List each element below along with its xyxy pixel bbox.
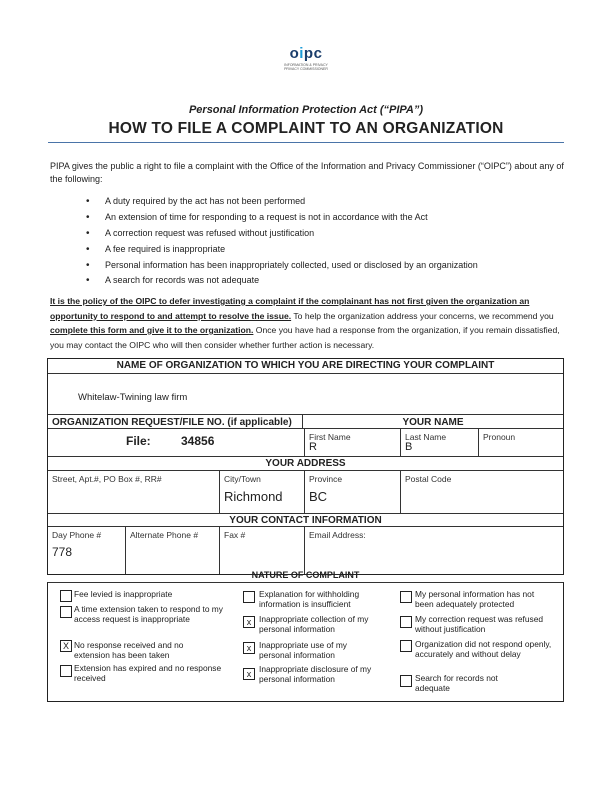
checkbox-explanation-insufficient[interactable] xyxy=(243,591,255,603)
oipc-logo xyxy=(280,46,332,92)
checkbox-label: My correction request was refused without justification xyxy=(415,614,544,635)
checkbox-search-inadequate[interactable] xyxy=(400,675,412,687)
checkbox-label: My personal information has not been adequately protected xyxy=(415,589,535,610)
alt-phone-label: Alternate Phone # xyxy=(130,530,199,540)
checkbox-correction-refused[interactable] xyxy=(400,616,412,628)
org-name-field[interactable]: Whitelaw-Twining law firm xyxy=(78,392,188,403)
checkbox-label: Explanation for withholding information is insufficient xyxy=(259,589,360,610)
contact-header: YOUR CONTACT INFORMATION xyxy=(229,515,382,526)
checkbox-time-extension[interactable] xyxy=(60,606,72,618)
day-phone-label: Day Phone # xyxy=(52,530,102,540)
file-no-header: ORGANIZATION REQUEST/FILE NO. (if applicable) xyxy=(52,417,292,428)
list-item: • Personal information has been inappropriately collected, used or disclosed by an organization xyxy=(86,258,566,274)
checkbox-inappropriate-disclosure[interactable]: x xyxy=(243,668,255,680)
policy-paragraph: It is the policy of the OIPC to defer investigating a complaint if the complainant has not first given the organization an opportunity to respond to and attempt to resolve the issue. To help the organization address your concerns, we recommend you complete this form and give it to the organization. Once you have had a response from the organization, if you remain dissatisfied, you may contact the OIPC who will then consider whether further action is necessary. xyxy=(50,296,560,350)
checkbox-label: A time extension taken to respond to my access request is inappropriate xyxy=(74,604,223,625)
checkbox-label: Extension has expired and no response received xyxy=(74,663,222,684)
checkbox-inappropriate-use[interactable]: x xyxy=(243,642,255,654)
list-item: • A search for records was not adequate xyxy=(86,273,566,289)
title-divider xyxy=(48,142,564,143)
street-label: Street, Apt.#, PO Box #, RR# xyxy=(52,474,162,484)
file-number-field[interactable]: 34856 xyxy=(181,434,215,448)
nature-header: NATURE OF COMPLAINT xyxy=(251,570,360,580)
file-label: File: xyxy=(126,434,151,448)
intro-paragraph: PIPA gives the public a right to file a complaint with the Office of the Information and Privacy Commissioner (“OIPC”) about any of the following: xyxy=(50,161,564,184)
policy-instruction: complete this form and give it to the organization. xyxy=(50,325,254,335)
checkbox-inappropriate-collection[interactable]: x xyxy=(243,616,255,628)
checkbox-label: No response received and no extension has been taken xyxy=(74,640,184,661)
day-phone-field[interactable]: 778 xyxy=(52,545,73,559)
your-name-header: YOUR NAME xyxy=(402,417,464,428)
complaint-form xyxy=(47,358,564,575)
act-subtitle: Personal Information Protection Act (“PIPA”) xyxy=(188,104,424,116)
list-item: • An extension of time for responding to a request is not in accordance with the Act xyxy=(86,210,566,226)
city-label: City/Town xyxy=(224,474,261,484)
checkbox-label: Inappropriate collection of my personal information xyxy=(259,614,369,635)
checkbox-label: Search for records not adequate xyxy=(415,673,498,694)
checkbox-no-response[interactable]: X xyxy=(60,640,72,652)
checkbox-label: Inappropriate disclosure of my personal information xyxy=(259,664,372,685)
last-name-label: Last Name xyxy=(405,432,447,442)
last-name-field[interactable]: B xyxy=(405,441,413,453)
checkbox-fee-levied[interactable] xyxy=(60,590,72,602)
nature-of-complaint-box xyxy=(47,582,564,702)
checkbox-label: Organization did not respond openly, accurately and without delay xyxy=(415,639,552,660)
list-item: • A fee required is inappropriate xyxy=(86,242,566,258)
checkbox-not-protected[interactable] xyxy=(400,591,412,603)
list-item: • A correction request was refused without justification xyxy=(86,226,566,242)
org-section-header: NAME OF ORGANIZATION TO WHICH YOU ARE DIRECTING YOUR COMPLAINT xyxy=(116,360,495,371)
city-field[interactable]: Richmond xyxy=(224,489,283,504)
checkbox-extension-expired[interactable] xyxy=(60,665,72,677)
checkbox-did-not-respond[interactable] xyxy=(400,640,412,652)
list-item: • A duty required by the act has not been performed xyxy=(86,194,566,210)
checkbox-label: Inappropriate use of my personal information xyxy=(259,640,347,661)
province-field[interactable]: BC xyxy=(309,489,328,504)
complaint-grounds-list xyxy=(86,194,566,289)
province-label: Province xyxy=(309,474,343,484)
pronoun-label: Pronoun xyxy=(483,432,516,442)
address-header: YOUR ADDRESS xyxy=(265,458,346,469)
checkbox-label: Fee levied is inappropriate xyxy=(74,589,173,599)
policy-statement: It is the policy of the OIPC to defer investigating a complaint if the complainant has not first given the organization an opportunity to respond to and attempt to resolve the issue. xyxy=(50,296,530,321)
email-label: Email Address: xyxy=(309,530,366,540)
page-title: HOW TO FILE A COMPLAINT TO AN ORGANIZATION xyxy=(108,120,504,137)
first-name-field[interactable]: R xyxy=(309,441,317,453)
postal-code-label: Postal Code xyxy=(405,474,452,484)
logo-subtext: INFORMATION & PRIVACY PRIVACY COMMISSIONER xyxy=(284,63,328,71)
fax-label: Fax # xyxy=(224,530,246,540)
logo-wordmark: oipc xyxy=(289,45,323,62)
first-name-label: First Name xyxy=(309,432,351,442)
